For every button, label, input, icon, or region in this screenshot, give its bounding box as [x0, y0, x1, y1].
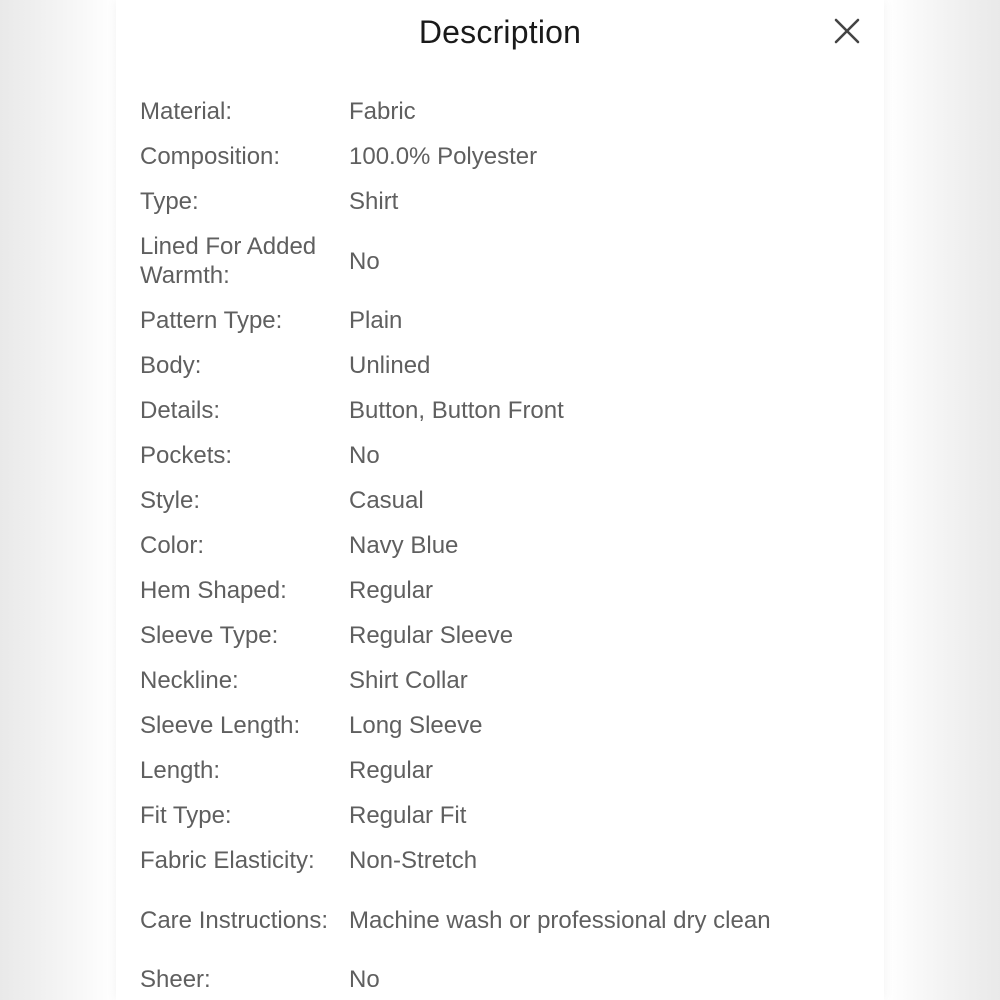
- attribute-row-body: [140, 343, 860, 388]
- attribute-value: Casual: [349, 487, 424, 514]
- attribute-label: Hem Shaped:: [140, 577, 287, 604]
- attribute-value: No: [349, 247, 380, 275]
- attribute-row-pattern-type: [140, 298, 860, 343]
- attribute-label: Lined For Added Warmth:: [140, 233, 317, 289]
- attribute-label: Type:: [140, 188, 199, 215]
- attribute-row-fabric-elasticity: [140, 838, 860, 883]
- attribute-value: Unlined: [349, 352, 431, 379]
- attribute-label: Care Instructions:: [140, 906, 329, 934]
- description-sheet: [116, 0, 884, 1000]
- attribute-value: Non-Stretch: [349, 847, 478, 874]
- attribute-row-length: [140, 748, 860, 793]
- attribute-list: [140, 89, 860, 1000]
- page-title: Description: [418, 14, 582, 50]
- attribute-row-hem-shaped: [140, 568, 860, 613]
- attribute-label: Style:: [140, 487, 201, 514]
- attribute-value: Shirt: [349, 188, 399, 215]
- attribute-label: Sleeve Type:: [140, 622, 279, 649]
- attribute-row-neckline: [140, 658, 860, 703]
- attribute-label: Composition:: [140, 143, 281, 170]
- attribute-value: Fabric: [349, 98, 416, 125]
- attribute-label: Material:: [140, 98, 233, 125]
- attribute-row-lined-for-added-warmth: [140, 224, 860, 298]
- attribute-value: Button, Button Front: [349, 397, 564, 424]
- attribute-label: Fit Type:: [140, 802, 232, 829]
- attribute-value: Plain: [349, 307, 403, 334]
- attribute-value: Navy Blue: [349, 532, 459, 559]
- attribute-row-sleeve-length: [140, 703, 860, 748]
- attribute-value: No: [349, 442, 380, 469]
- close-button[interactable]: [830, 14, 864, 48]
- attribute-value: Regular: [349, 757, 434, 784]
- attribute-value: 100.0% Polyester: [349, 143, 538, 170]
- attribute-value: Shirt Collar: [349, 667, 468, 694]
- attribute-label: Pockets:: [140, 442, 233, 469]
- attribute-value: No: [349, 966, 380, 993]
- attribute-row-sheer: [140, 957, 860, 1000]
- attribute-label: Length:: [140, 757, 221, 784]
- close-icon: [830, 14, 864, 48]
- attribute-value: Regular: [349, 577, 434, 604]
- attribute-row-type: [140, 179, 860, 224]
- attribute-value: Long Sleeve: [349, 712, 483, 739]
- attribute-label: Pattern Type:: [140, 307, 283, 334]
- attribute-label: Sheer:: [140, 966, 211, 993]
- attribute-row-color: [140, 523, 860, 568]
- attribute-row-style: [140, 478, 860, 523]
- attribute-label: Sleeve Length:: [140, 712, 301, 739]
- attribute-row-details: [140, 388, 860, 433]
- attribute-value: Regular Sleeve: [349, 622, 514, 649]
- attribute-row-care-instructions: [140, 883, 860, 957]
- attribute-label: Color:: [140, 532, 205, 559]
- attribute-label: Fabric Elasticity:: [140, 847, 315, 874]
- attribute-row-sleeve-type: [140, 613, 860, 658]
- attribute-row-material: [140, 89, 860, 134]
- attribute-value: Regular Fit: [349, 802, 467, 829]
- attribute-label: Neckline:: [140, 667, 239, 694]
- attribute-row-composition: [140, 134, 860, 179]
- attribute-label: Body:: [140, 352, 202, 379]
- attribute-row-fit-type: [140, 793, 860, 838]
- attribute-row-pockets: [140, 433, 860, 478]
- attribute-label: Details:: [140, 397, 221, 424]
- attribute-value: Machine wash or professional dry clean: [349, 906, 771, 934]
